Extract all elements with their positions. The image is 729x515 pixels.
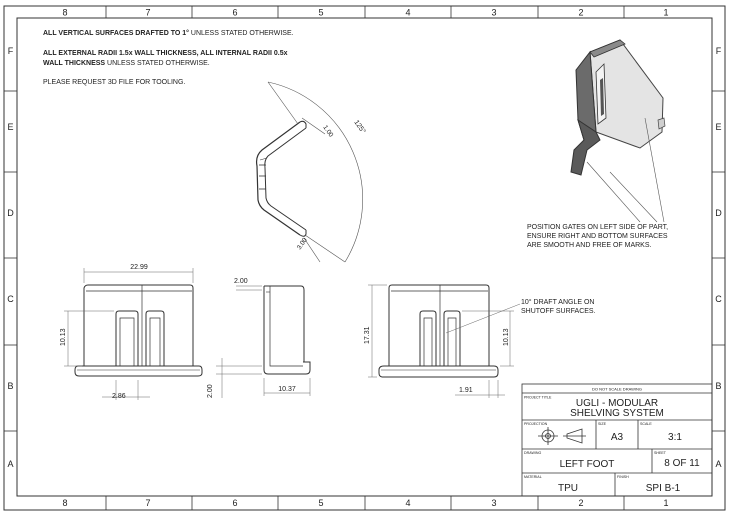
note-drafted-bold: ALL VERTICAL SURFACES DRAFTED TO 1° — [43, 30, 189, 37]
material-label: MATERIAL — [524, 475, 542, 479]
size-value: A3 — [610, 432, 624, 443]
column-label: 6 — [232, 498, 238, 508]
gates-callout — [527, 223, 668, 250]
rear-inner-label: 10.13 — [503, 328, 510, 346]
row-label: F — [7, 46, 14, 56]
row-labels-left — [7, 46, 14, 469]
size-label: SIZE — [598, 422, 606, 426]
projection-label: PROJECTION — [524, 422, 548, 426]
column-label: 3 — [491, 498, 497, 508]
side-width-label: 10.37 — [278, 386, 296, 393]
project-title-line2: SHELVING SYSTEM — [570, 408, 664, 419]
rear-view — [379, 285, 498, 377]
row-label: D — [7, 208, 14, 218]
column-labels-bottom — [62, 498, 668, 508]
note-radii-line2 — [43, 59, 210, 68]
do-not-scale-note: DO NOT SCALE DRAWING — [591, 386, 643, 392]
projection-symbol-icon — [538, 427, 586, 445]
gates-callout-line: ARE SMOOTH AND FREE OF MARKS. — [527, 242, 652, 249]
gates-callout-line: ENSURE RIGHT AND BOTTOM SURFACES — [527, 233, 668, 240]
slot-label: 2.86 — [112, 393, 126, 400]
note-radii-line1 — [43, 49, 288, 58]
column-label: 2 — [578, 7, 584, 18]
note-wall-bold: WALL THICKNESS — [43, 60, 106, 67]
column-label: 5 — [318, 498, 324, 508]
angle-label: 125° — [352, 119, 367, 136]
column-label: 7 — [145, 498, 151, 508]
height-label: 10.13 — [60, 328, 67, 346]
finish-label: FINISH — [617, 475, 629, 479]
rear-foot-label: 1.91 — [459, 387, 473, 394]
row-label: B — [715, 381, 722, 391]
row-label: A — [7, 459, 14, 469]
draft-callout-line: SHUTOFF SURFACES. — [521, 308, 596, 315]
note-drafted-rest: UNLESS STATED OTHERWISE. — [188, 30, 294, 37]
column-label: 3 — [491, 7, 497, 18]
row-label: D — [715, 208, 722, 218]
note-wall-rest: UNLESS STATED OTHERWISE. — [105, 60, 210, 67]
side-view — [264, 286, 310, 374]
gates-callout-line: POSITION GATES ON LEFT SIDE OF PART, — [527, 224, 669, 231]
project-title-label: PROJECT TITLE — [524, 395, 552, 400]
row-label: E — [7, 122, 14, 132]
width-label: 22.99 — [130, 264, 148, 271]
column-labels-top — [62, 8, 668, 18]
side-view-dimensions — [216, 286, 310, 398]
note-tooling: PLEASE REQUEST 3D FILE FOR TOOLING. — [43, 79, 186, 86]
row-label: F — [715, 46, 722, 56]
note-drafted — [43, 29, 294, 38]
column-label: 4 — [405, 7, 411, 18]
row-label: E — [715, 122, 722, 132]
angle-dimension — [268, 82, 363, 262]
scale-value: 3:1 — [668, 432, 682, 443]
column-label: 8 — [62, 7, 68, 18]
column-label: 7 — [145, 7, 151, 18]
row-label: C — [715, 294, 722, 304]
drawing-label: DRAWING — [524, 451, 542, 455]
column-label: 1 — [663, 7, 669, 18]
side-top-label: 2.00 — [234, 278, 248, 285]
finish-value: SPI B-1 — [645, 483, 681, 494]
sheet-value: 8 OF 11 — [664, 458, 700, 469]
column-label: 4 — [405, 498, 411, 508]
project-title-line1: UGLI - MODULAR — [575, 398, 659, 409]
scale-label: SCALE — [640, 422, 652, 426]
note-radii-bold: ALL EXTERNAL RADII 1.5x WALL THICKNESS, ALL INTERNAL RADII 0.5x — [43, 50, 288, 57]
column-label: 5 — [318, 7, 324, 18]
front-view-dimensions — [64, 268, 193, 400]
row-label: B — [7, 381, 14, 391]
row-label: C — [7, 294, 14, 304]
thickness-label-side: 3.00 — [295, 236, 309, 252]
top-view-profile — [257, 121, 306, 236]
column-label: 2 — [578, 498, 584, 508]
draft-callout — [521, 298, 596, 316]
rear-height-label: 17.31 — [364, 326, 371, 344]
column-label: 1 — [663, 498, 669, 508]
row-labels-right — [715, 46, 722, 469]
draft-callout-line: 10° DRAFT ANGLE ON — [521, 299, 595, 306]
column-label: 6 — [232, 7, 238, 18]
row-label: A — [715, 459, 722, 469]
thickness-label-top: 1.00 — [321, 124, 335, 139]
sheet-label: SHEET — [654, 451, 666, 455]
column-label: 8 — [62, 498, 68, 508]
title-block-text — [524, 387, 700, 495]
drawing-value: LEFT FOOT — [559, 459, 615, 470]
material-value: TPU — [558, 483, 578, 494]
iso-view — [571, 40, 665, 175]
side-bottom-label: 2.00 — [207, 384, 214, 398]
front-view — [75, 285, 202, 376]
